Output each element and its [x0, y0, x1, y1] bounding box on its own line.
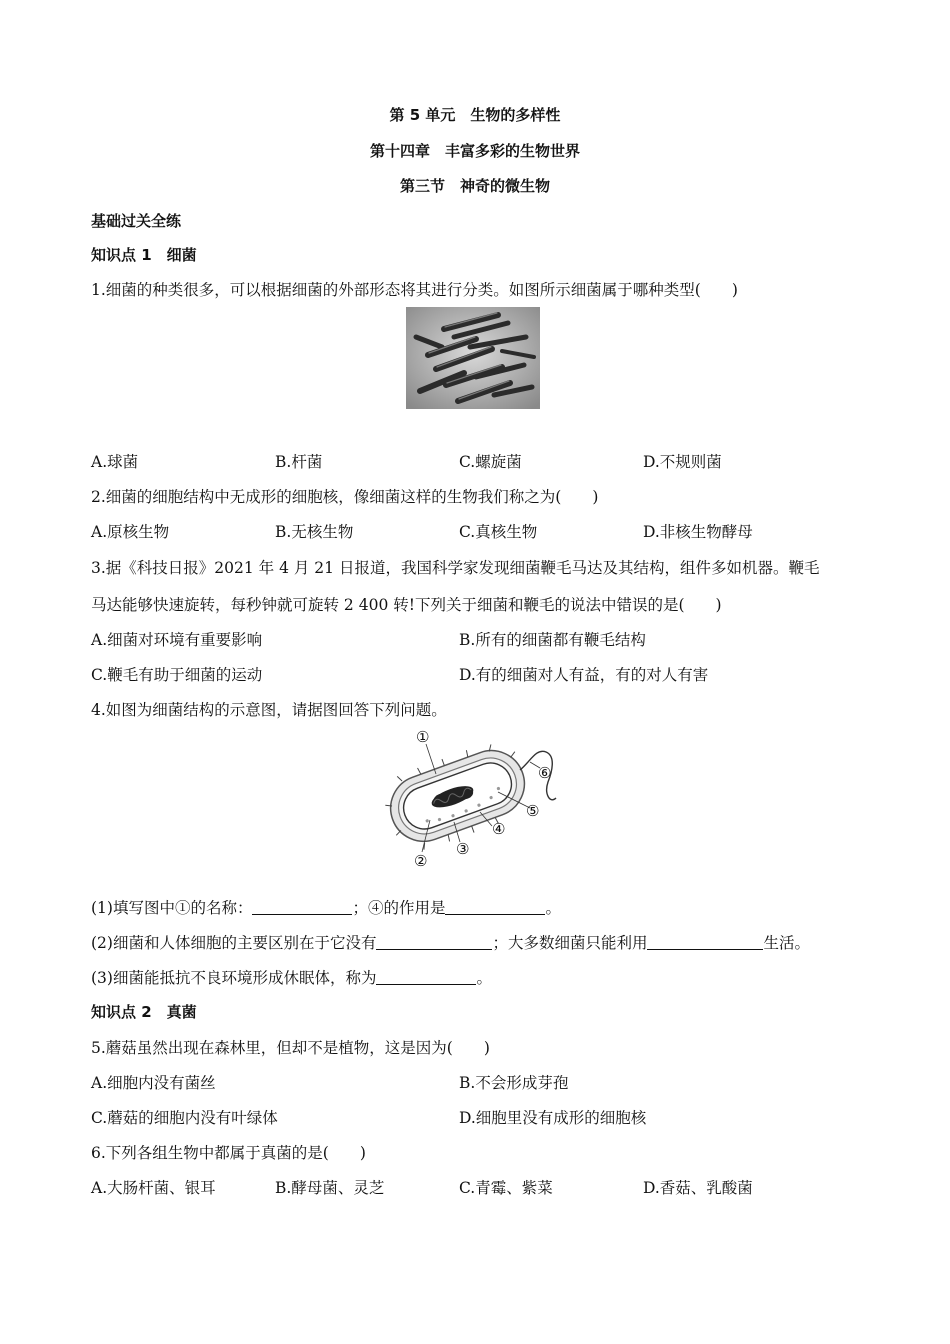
- answer-blank-4[interactable]: [647, 933, 763, 950]
- question-1-stem: 1.细菌的种类很多，可以根据细菌的外部形态将其进行分类。如图所示细菌属于哪种类型( ): [91, 281, 738, 299]
- bacteria-structure-diagram: [380, 722, 560, 870]
- answer-blank-2[interactable]: [445, 898, 545, 915]
- sub-1-prefix: (1)填写图中①的名称：: [91, 899, 253, 917]
- question-3-stem-line1: 3.据《科技日报》2021 年 4 月 21 日报道，我国科学家发现细菌鞭毛马达及其结构，组件多如机器。鞭毛: [91, 559, 820, 577]
- question-6-option-c: C.青霉、紫菜: [459, 1179, 553, 1197]
- question-4-sub-3: [91, 966, 492, 988]
- sub-2-prefix: (2)细菌和人体细胞的主要区别在于它没有: [91, 934, 377, 952]
- question-2-option-c: C.真核生物: [459, 523, 538, 541]
- chapter-title: 第十四章 丰富多彩的生物世界: [369, 142, 580, 160]
- section-title: 第三节 神奇的微生物: [399, 177, 550, 195]
- question-4-sub-1: [91, 896, 561, 918]
- question-2-stem: 2.细菌的细胞结构中无成形的细胞核，像细菌这样的生物我们称之为( ): [91, 488, 599, 506]
- topic-1-heading: 知识点 1 细菌: [91, 246, 197, 264]
- question-2-option-b: B.无核生物: [275, 523, 354, 541]
- question-2-option-d: D.非核生物酵母: [643, 523, 753, 541]
- question-1-option-d: D.不规则菌: [643, 453, 722, 471]
- practice-title: 基础过关全练: [91, 212, 182, 230]
- sub-2-middle: ；大多数细菌只能利用: [492, 934, 648, 952]
- diagram-label-4: ④: [492, 820, 506, 838]
- question-3-option-b: B.所有的细菌都有鞭毛结构: [459, 631, 646, 649]
- topic-2-heading: 知识点 2 真菌: [91, 1003, 197, 1021]
- answer-blank-1[interactable]: [252, 898, 352, 915]
- question-3-option-d: D.有的细菌对人有益，有的对人有害: [459, 666, 709, 684]
- sub-2-suffix: 生活。: [763, 934, 810, 952]
- diagram-label-6: ⑥: [538, 764, 552, 782]
- question-3-stem-line2: 马达能够快速旋转，每秒钟就可旋转 2 400 转!下列关于细菌和鞭毛的说法中错误的是( ): [91, 596, 722, 614]
- diagram-label-5: ⑤: [526, 802, 540, 820]
- answer-blank-3[interactable]: [376, 933, 492, 950]
- question-5-option-d: D.细胞里没有成形的细胞核: [459, 1109, 647, 1127]
- question-6-stem: 6.下列各组生物中都属于真菌的是( ): [91, 1144, 366, 1162]
- sub-1-suffix: 。: [545, 899, 561, 917]
- rod-bacteria-photo: [406, 307, 540, 409]
- question-3-option-c: C.鞭毛有助于细菌的运动: [91, 666, 263, 684]
- question-6-option-b: B.酵母菌、灵芝: [275, 1179, 385, 1197]
- question-4-sub-2: [91, 931, 810, 953]
- diagram-label-3: ③: [456, 840, 470, 858]
- sub-1-middle: ；④的作用是: [352, 899, 446, 917]
- sub-3-prefix: (3)细菌能抵抗不良环境形成休眠体，称为: [91, 969, 377, 987]
- diagram-label-2: ②: [414, 852, 428, 870]
- question-1-option-b: B.杆菌: [275, 453, 323, 471]
- answer-blank-5[interactable]: [376, 968, 476, 985]
- question-6-option-d: D.香菇、乳酸菌: [643, 1179, 753, 1197]
- question-5-stem: 5.蘑菇虽然出现在森林里，但却不是植物，这是因为( ): [91, 1039, 490, 1057]
- question-5-option-b: B.不会形成芽孢: [459, 1074, 569, 1092]
- diagram-label-1: ①: [416, 728, 430, 746]
- question-5-option-a: A.细胞内没有菌丝: [91, 1074, 216, 1092]
- question-1-option-a: A.球菌: [91, 453, 139, 471]
- question-3-option-a: A.细菌对环境有重要影响: [91, 631, 263, 649]
- sub-3-suffix: 。: [476, 969, 492, 987]
- question-5-option-c: C.蘑菇的细胞内没有叶绿体: [91, 1109, 278, 1127]
- question-6-option-a: A.大肠杆菌、银耳: [91, 1179, 216, 1197]
- question-2-option-a: A.原核生物: [91, 523, 170, 541]
- question-4-stem: 4.如图为细菌结构的示意图，请据图回答下列问题。: [91, 701, 447, 719]
- question-1-option-c: C.螺旋菌: [459, 453, 522, 471]
- unit-title: 第 5 单元 生物的多样性: [389, 106, 561, 124]
